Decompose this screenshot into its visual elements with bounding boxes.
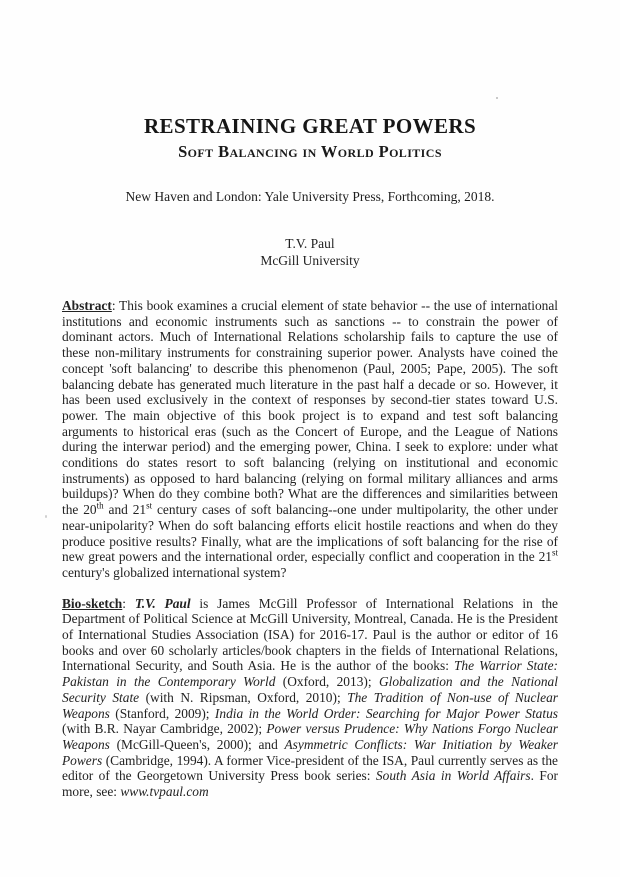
scan-artifact — [45, 515, 47, 518]
bio-paragraph: Bio-sketch: T.V. Paul is James McGill Professor of International Relations in the Department of Political Science at McGill University, Montreal, Canada. He is the President of International Studies Association (ISA) for 2016-17. Paul is the author or editor of 16 books and over 60 scholarly articles/book chapters in the fields of International Relations, International Security, and South Asia. He is the author of the books: The Warrior State: Pakistan in the Contemporary World (Oxford, 2013); Globalization and the National Security State (with N. Ripsman, Oxford, 2010); The Tradition of Non-use of Nuclear Weapons (Stanford, 2009); India in the World Order: Searching for Major Power Status (with B.R. Nayar Cambridge, 2002); Power versus Prudence: Why Nations Forgo Nuclear Weapons (McGill-Queen's, 2000); and Asymmetric Conflicts: War Initiation by Weaker Powers (Cambridge, 1994). A former Vice-president of the ISA, Paul currently serves as the editor of the Georgetown University Press book series: South Asia in World Affairs. For more, see: www.tvpaul.com — [62, 595, 559, 800]
scan-artifact — [496, 97, 498, 99]
title-block — [0, 0, 620, 269]
book-subtitle: Soft Balancing in World Politics — [178, 142, 442, 161]
document-body — [62, 298, 558, 800]
author-affiliation: McGill University — [260, 252, 360, 268]
author-block — [0, 236, 620, 269]
publisher-line: New Haven and London: Yale University Press, Forthcoming, 2018. — [125, 189, 495, 204]
book-title: RESTRAINING GREAT POWERS — [143, 114, 477, 138]
abstract-paragraph: Abstract: This book examines a crucial element of state behavior -- the use of international institutions and economic instruments such as sanctions -- to constrain the power of dominant actors. Much of International Relations scholarship fails to capture the use of these non-military instruments for constraining superior power. Analysts have coined the concept 'soft balancing' to describe this phenomenon (Paul, 2005; Pape, 2005). The soft balancing debate has generated much literature in the past half a decade or so. However, it has been used exclusively in the context of responses by second-tier states toward U.S. power. The main objective of this book project is to expand and test soft balancing arguments to historical eras (such as the Concert of Europe, and the League of Nations during the interwar period) and the emerging power, China. I seek to explore: under what conditions do states resort to soft balancing (relying on institutional and economic instruments) as opposed to hard balancing (relying on formal military alliances and arms buildups)? When do they combine both? What are the differences and similarities between the 20th and 21st century cases of soft balancing--one under multipolarity, the other under near-unipolarity? When do soft balancing efforts elicit hostile reactions and when do they produce positive results? Finally, what are the implications of soft balancing for the rise of new great powers and the international order, especially conflict and cooperation in the 21st century's globalized international system? — [62, 298, 558, 580]
author-name: T.V. Paul — [285, 236, 335, 251]
